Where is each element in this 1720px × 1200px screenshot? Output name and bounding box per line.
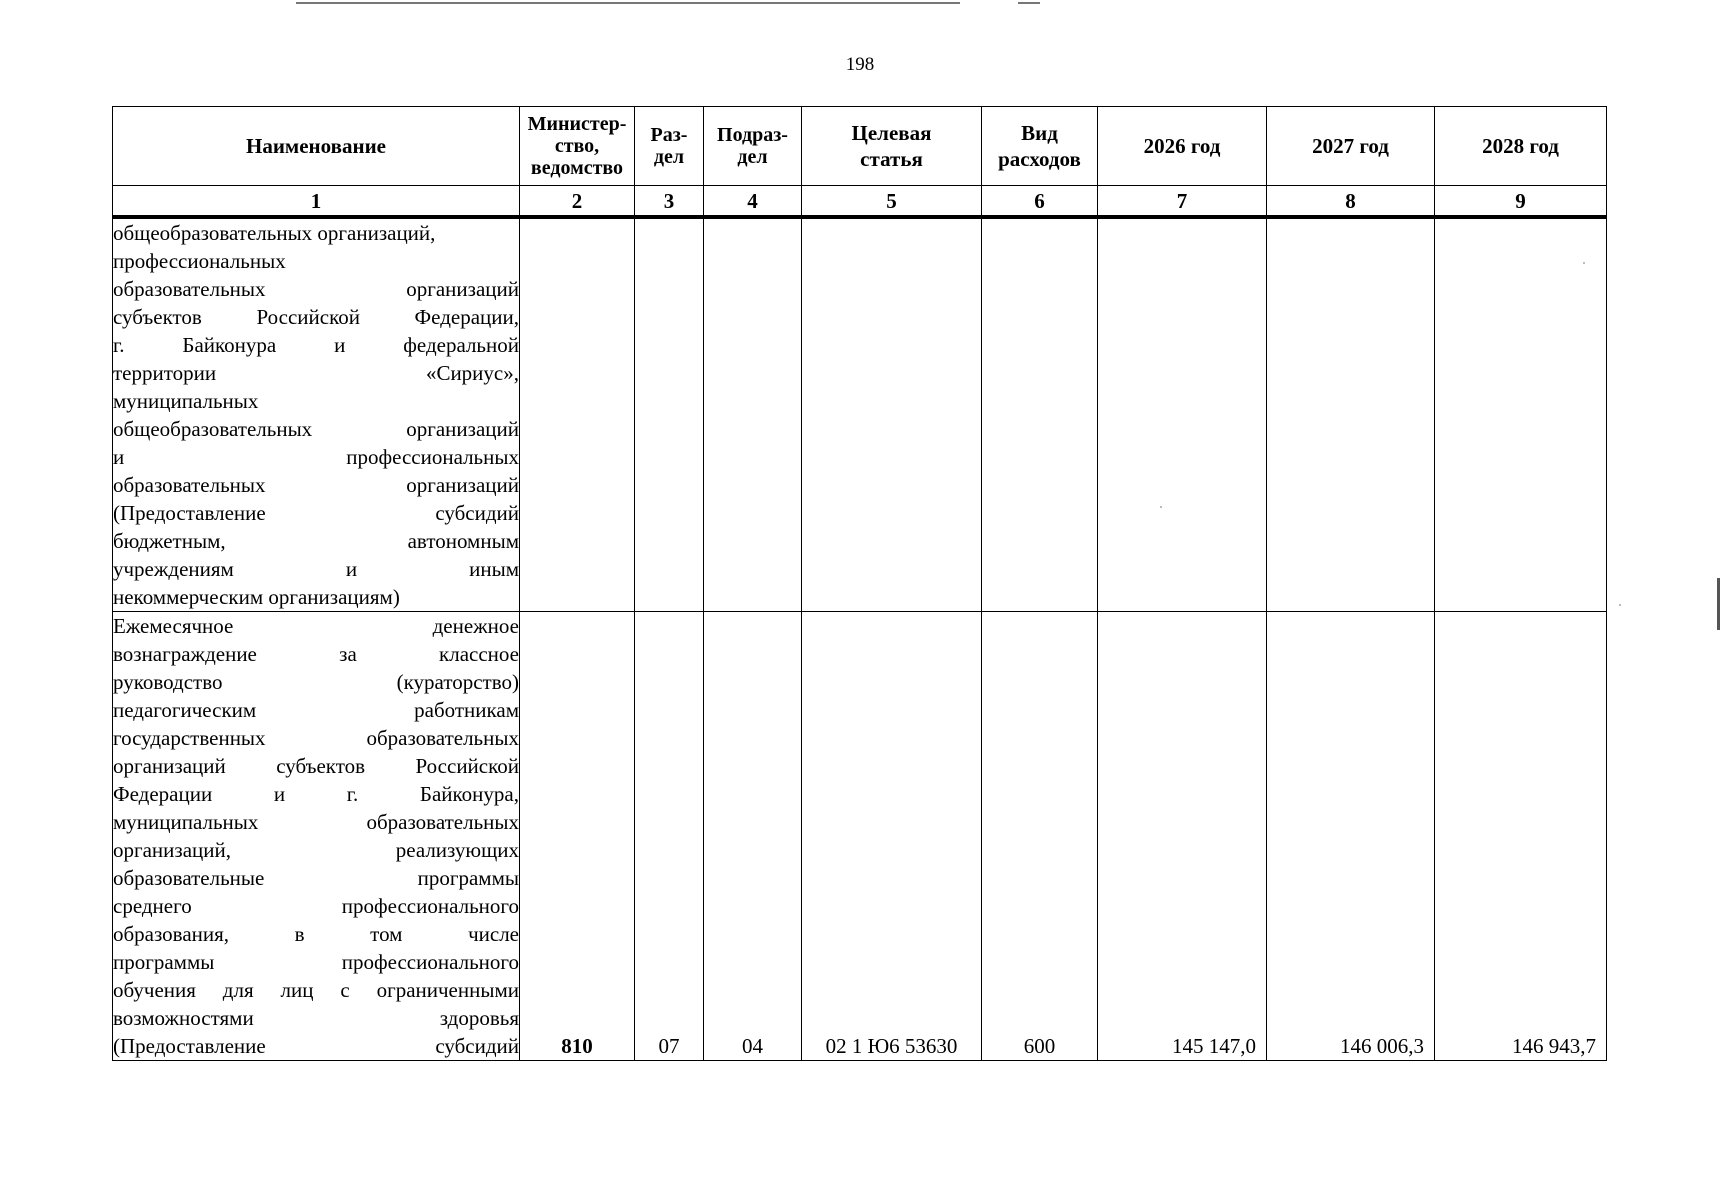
name-text-line: обучения для лиц с ограниченными [113,978,519,1002]
header-text-line: ство, [554,135,600,157]
column-number-row [113,186,1607,218]
header-2026 [1098,107,1267,186]
name-text-line: (Предоставление субсидий [113,501,519,525]
name-text-line: программы профессионального [113,950,519,974]
header-name [113,107,520,186]
name-text-line: территории «Сириус», [113,361,519,385]
name-text-line: образования, в том числе [113,922,519,946]
table-body [113,217,1607,1061]
name-text-line: среднего профессионального [113,894,519,918]
name-text-line: некоммерческим организациям) [113,585,400,609]
name-text-line: образовательных организаций [113,277,519,301]
ministry-cell: 810 [520,612,635,1061]
header-ministry [520,107,635,186]
scan-speck [1583,262,1585,264]
header-subsection [704,107,802,186]
header-text-line: ведомство [530,157,624,179]
header-text-line: Целевая [851,121,932,145]
name-text-line: субъектов Российской Федерации, [113,305,519,329]
header-text-line: дел [653,146,685,168]
name-text-line: организаций субъектов Российской [113,754,519,778]
section-cell: 07 [635,612,704,1061]
amount-2027-cell: 146 006,3 [1267,612,1435,1061]
amount-2026-cell [1098,217,1267,612]
scan-speck [1160,506,1162,508]
name-text-line: общеобразовательных организаций [113,417,519,441]
section-cell [635,217,704,612]
subsection-cell [704,217,802,612]
name-cell [113,217,520,612]
header-2028 [1435,107,1607,186]
name-text-line: общеобразовательных организаций, [113,221,436,245]
header-expense-type [982,107,1098,186]
header-text-line: Наименование [246,134,386,158]
name-text-line: возможностями здоровья [113,1006,519,1030]
scan-speck [1619,604,1621,606]
name-text-line: бюджетным, автономным [113,529,519,553]
name-text-line: учреждениям и иным [113,557,519,581]
name-text-line: и профессиональных [113,445,519,469]
header-text-line: дел [737,146,768,168]
name-text-line: вознаграждение за классное [113,642,519,666]
name-text-line: государственных образовательных [113,726,519,750]
amount-2028-cell: 146 943,7 [1435,612,1607,1061]
name-text-line: (Предоставление субсидий [113,1034,519,1058]
header-section [635,107,704,186]
column-number: 6 [982,186,1098,218]
column-number: 5 [802,186,982,218]
name-text-line: организаций, реализующих [113,838,519,862]
column-number: 7 [1098,186,1267,218]
name-text-line: муниципальных [113,389,259,413]
top-rule-short [1018,2,1040,4]
header-text-line: Подраз- [717,124,788,146]
name-cell [113,612,520,1061]
ministry-cell [520,217,635,612]
header-row [113,107,1607,186]
top-rule [296,2,960,4]
header-text-line: 2028 год [1482,134,1559,158]
name-text-line: Федерации и г. Байконура, [113,782,519,806]
name-text-line: Ежемесячное денежное [113,614,519,638]
header-2027 [1267,107,1435,186]
name-text-line: г. Байконура и федеральной [113,333,519,357]
header-text-line: расходов [998,147,1081,171]
name-text-line: образовательные программы [113,866,519,890]
page-number: 198 [845,54,875,75]
header-text-line: Вид [1021,121,1058,145]
expense-type-cell [982,217,1098,612]
header-text-line: статья [860,147,923,171]
table-row [113,217,1607,612]
column-number: 9 [1435,186,1607,218]
column-number: 8 [1267,186,1435,218]
column-number: 4 [704,186,802,218]
column-number: 1 [113,186,520,218]
name-text-line: муниципальных образовательных [113,810,519,834]
target-article-cell: 02 1 Ю6 53630 [802,612,982,1061]
table-row [113,612,1607,1061]
header-text-line: 2027 год [1312,134,1389,158]
name-text-line: руководство (кураторство) [113,670,519,694]
subsection-cell: 04 [704,612,802,1061]
header-target-article [802,107,982,186]
header-text-line: Министер- [527,113,627,135]
name-text-line: педагогическим работникам [113,698,519,722]
amount-2028-cell [1435,217,1607,612]
target-article-cell [802,217,982,612]
expense-type-cell: 600 [982,612,1098,1061]
name-text-line: образовательных организаций [113,473,519,497]
budget-table [112,106,1607,1061]
amount-2026-cell: 145 147,0 [1098,612,1267,1061]
name-text-line: профессиональных [113,249,286,273]
header-text-line: 2026 год [1143,134,1221,158]
column-number: 2 [520,186,635,218]
amount-2027-cell [1267,217,1435,612]
header-text-line: Раз- [650,124,688,146]
column-number: 3 [635,186,704,218]
